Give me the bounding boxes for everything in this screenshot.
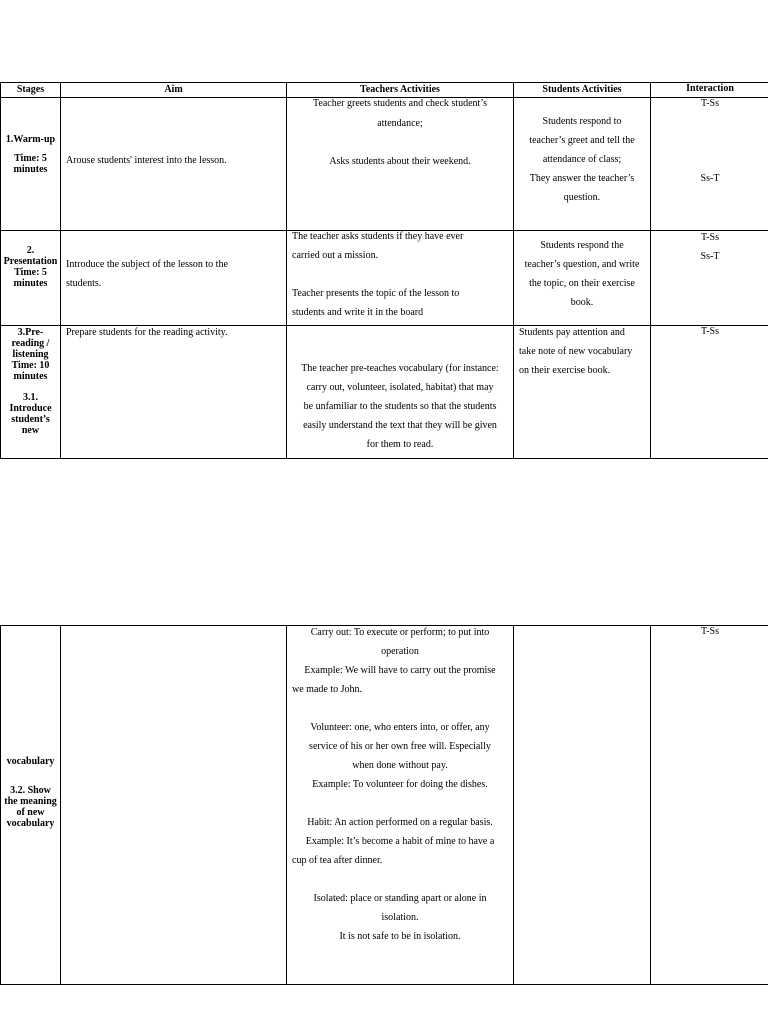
aim-line: students. (66, 278, 102, 289)
student-line: They answer the teacher’s (529, 173, 635, 184)
teacher-line (287, 794, 513, 813)
stage-time: Time: 10 minutes (11, 360, 50, 382)
teacher-line: carried out a mission. (292, 250, 379, 261)
teacher-line: students and write it in the board (292, 307, 424, 318)
stage-sub: 3.2. Show the meaning of new vocabulary (4, 785, 57, 829)
teacher-activity-cell (287, 326, 514, 459)
aim-cell (61, 626, 287, 985)
teacher-activity-cell (287, 98, 514, 231)
stage-cell (1, 231, 61, 326)
stage-title: 1.Warm-up (5, 134, 56, 145)
aim-text: Arouse students' interest into the lesson. (66, 155, 227, 166)
teacher-line: Volunteer: one, who enters into, or offer, any (310, 722, 490, 733)
teacher-line: Asks students about their weekend. (329, 156, 471, 167)
teacher-line: easily understand the text that they will be given (303, 420, 497, 431)
student-line: on their exercise book. (519, 365, 611, 376)
interaction-value: T-Ss (701, 98, 719, 109)
aim-line: Introduce the subject of the lesson to the (66, 259, 228, 270)
lesson-plan-table-continued (0, 625, 768, 985)
teacher-line: The teacher pre-teaches vocabulary (for instance: (301, 363, 499, 374)
teacher-line: The teacher asks students if they have ever (292, 231, 464, 242)
stage-title: 2. Presentation (3, 245, 58, 267)
teacher-line: Habit: An action performed on a regular basis. (307, 817, 493, 828)
table-row (1, 231, 768, 326)
teacher-line: carry out, volunteer, isolated, habitat) that may (306, 382, 494, 393)
stage-title: 3.Pre-reading / listening (11, 327, 50, 360)
teacher-line: for them to read. (366, 439, 434, 450)
teacher-line: Teacher presents the topic of the lesson to (292, 288, 460, 299)
table-row (1, 326, 768, 459)
interaction-cell (651, 98, 768, 231)
teacher-line: Example: It’s become a habit of mine to have a (305, 836, 495, 847)
stage-cell (1, 626, 61, 985)
stage-cell (1, 98, 61, 231)
stage-time: Time: 5 minutes (13, 267, 48, 289)
header-stages: Stages (1, 83, 61, 98)
student-activity-cell (514, 231, 651, 326)
header-interaction: Interaction (651, 83, 768, 98)
teacher-line: cup of tea after dinner. (292, 855, 383, 866)
header-teachers-activities: Teachers Activities (287, 83, 514, 98)
teacher-line (287, 133, 513, 152)
stage-sub: 3.1. Introduce student’s new (9, 392, 52, 436)
teacher-line: service of his or her own free will. Especially (309, 741, 491, 752)
student-line: teacher’s question, and write (524, 259, 640, 270)
interaction-value: T-Ss (701, 232, 719, 243)
table-row (1, 626, 768, 985)
student-line: question. (563, 192, 601, 203)
teacher-line (292, 265, 513, 284)
aim-cell (61, 231, 287, 326)
teacher-activity-cell (287, 626, 514, 985)
teacher-line: Isolated: place or standing apart or alone in (313, 893, 487, 904)
student-line: Students respond to (542, 116, 622, 127)
teacher-line: we made to John. (292, 684, 362, 695)
student-activity-cell (514, 626, 651, 985)
aim-cell (61, 326, 287, 459)
teacher-line: Carry out: To execute or perform; to put into (310, 627, 490, 638)
header-students-activities: Students Activities (514, 83, 651, 98)
student-line: Students respond the (540, 240, 624, 251)
teacher-line: Teacher greets students and check student’s (313, 98, 487, 109)
teacher-line (287, 699, 513, 718)
stage-cell (1, 326, 61, 459)
interaction-cell (651, 231, 768, 326)
teacher-line: Example: We will have to carry out the promise (304, 665, 496, 676)
interaction-value: T-Ss (701, 626, 719, 637)
teacher-line: operation (381, 646, 419, 657)
interaction-cell (651, 326, 768, 459)
aim-text: Prepare students for the reading activity. (66, 327, 228, 338)
student-line: take note of new vocabulary (519, 346, 633, 357)
interaction-cell (651, 626, 768, 985)
aim-cell (61, 98, 287, 231)
student-activity-cell (514, 98, 651, 231)
header-row (1, 83, 768, 98)
student-line: teacher’s greet and tell the (529, 135, 635, 146)
teacher-line (287, 870, 513, 889)
lesson-plan-table (0, 82, 768, 459)
teacher-line: isolation. (381, 912, 419, 923)
student-line: book. (570, 297, 594, 308)
teacher-line: Example: To volunteer for doing the dishes. (312, 779, 488, 790)
student-line: the topic, on their exercise (529, 278, 635, 289)
header-aim: Aim (61, 83, 287, 98)
table-row (1, 98, 768, 231)
interaction-value: Ss-T (700, 173, 720, 184)
teacher-line: attendance; (377, 118, 423, 129)
interaction-value: Ss-T (700, 251, 720, 262)
teacher-line: It is not safe to be in isolation. (339, 931, 461, 942)
teacher-line: when done without pay. (352, 760, 448, 771)
teacher-line: be unfamiliar to the students so that the students (303, 401, 497, 412)
student-activity-cell (514, 326, 651, 459)
student-line: Students pay attention and (519, 327, 625, 338)
teacher-activity-cell (287, 231, 514, 326)
student-line: attendance of class; (542, 154, 622, 165)
stage-title: vocabulary (6, 756, 55, 767)
interaction-value: T-Ss (701, 326, 719, 337)
stage-time: Time: 5 minutes (13, 153, 48, 175)
